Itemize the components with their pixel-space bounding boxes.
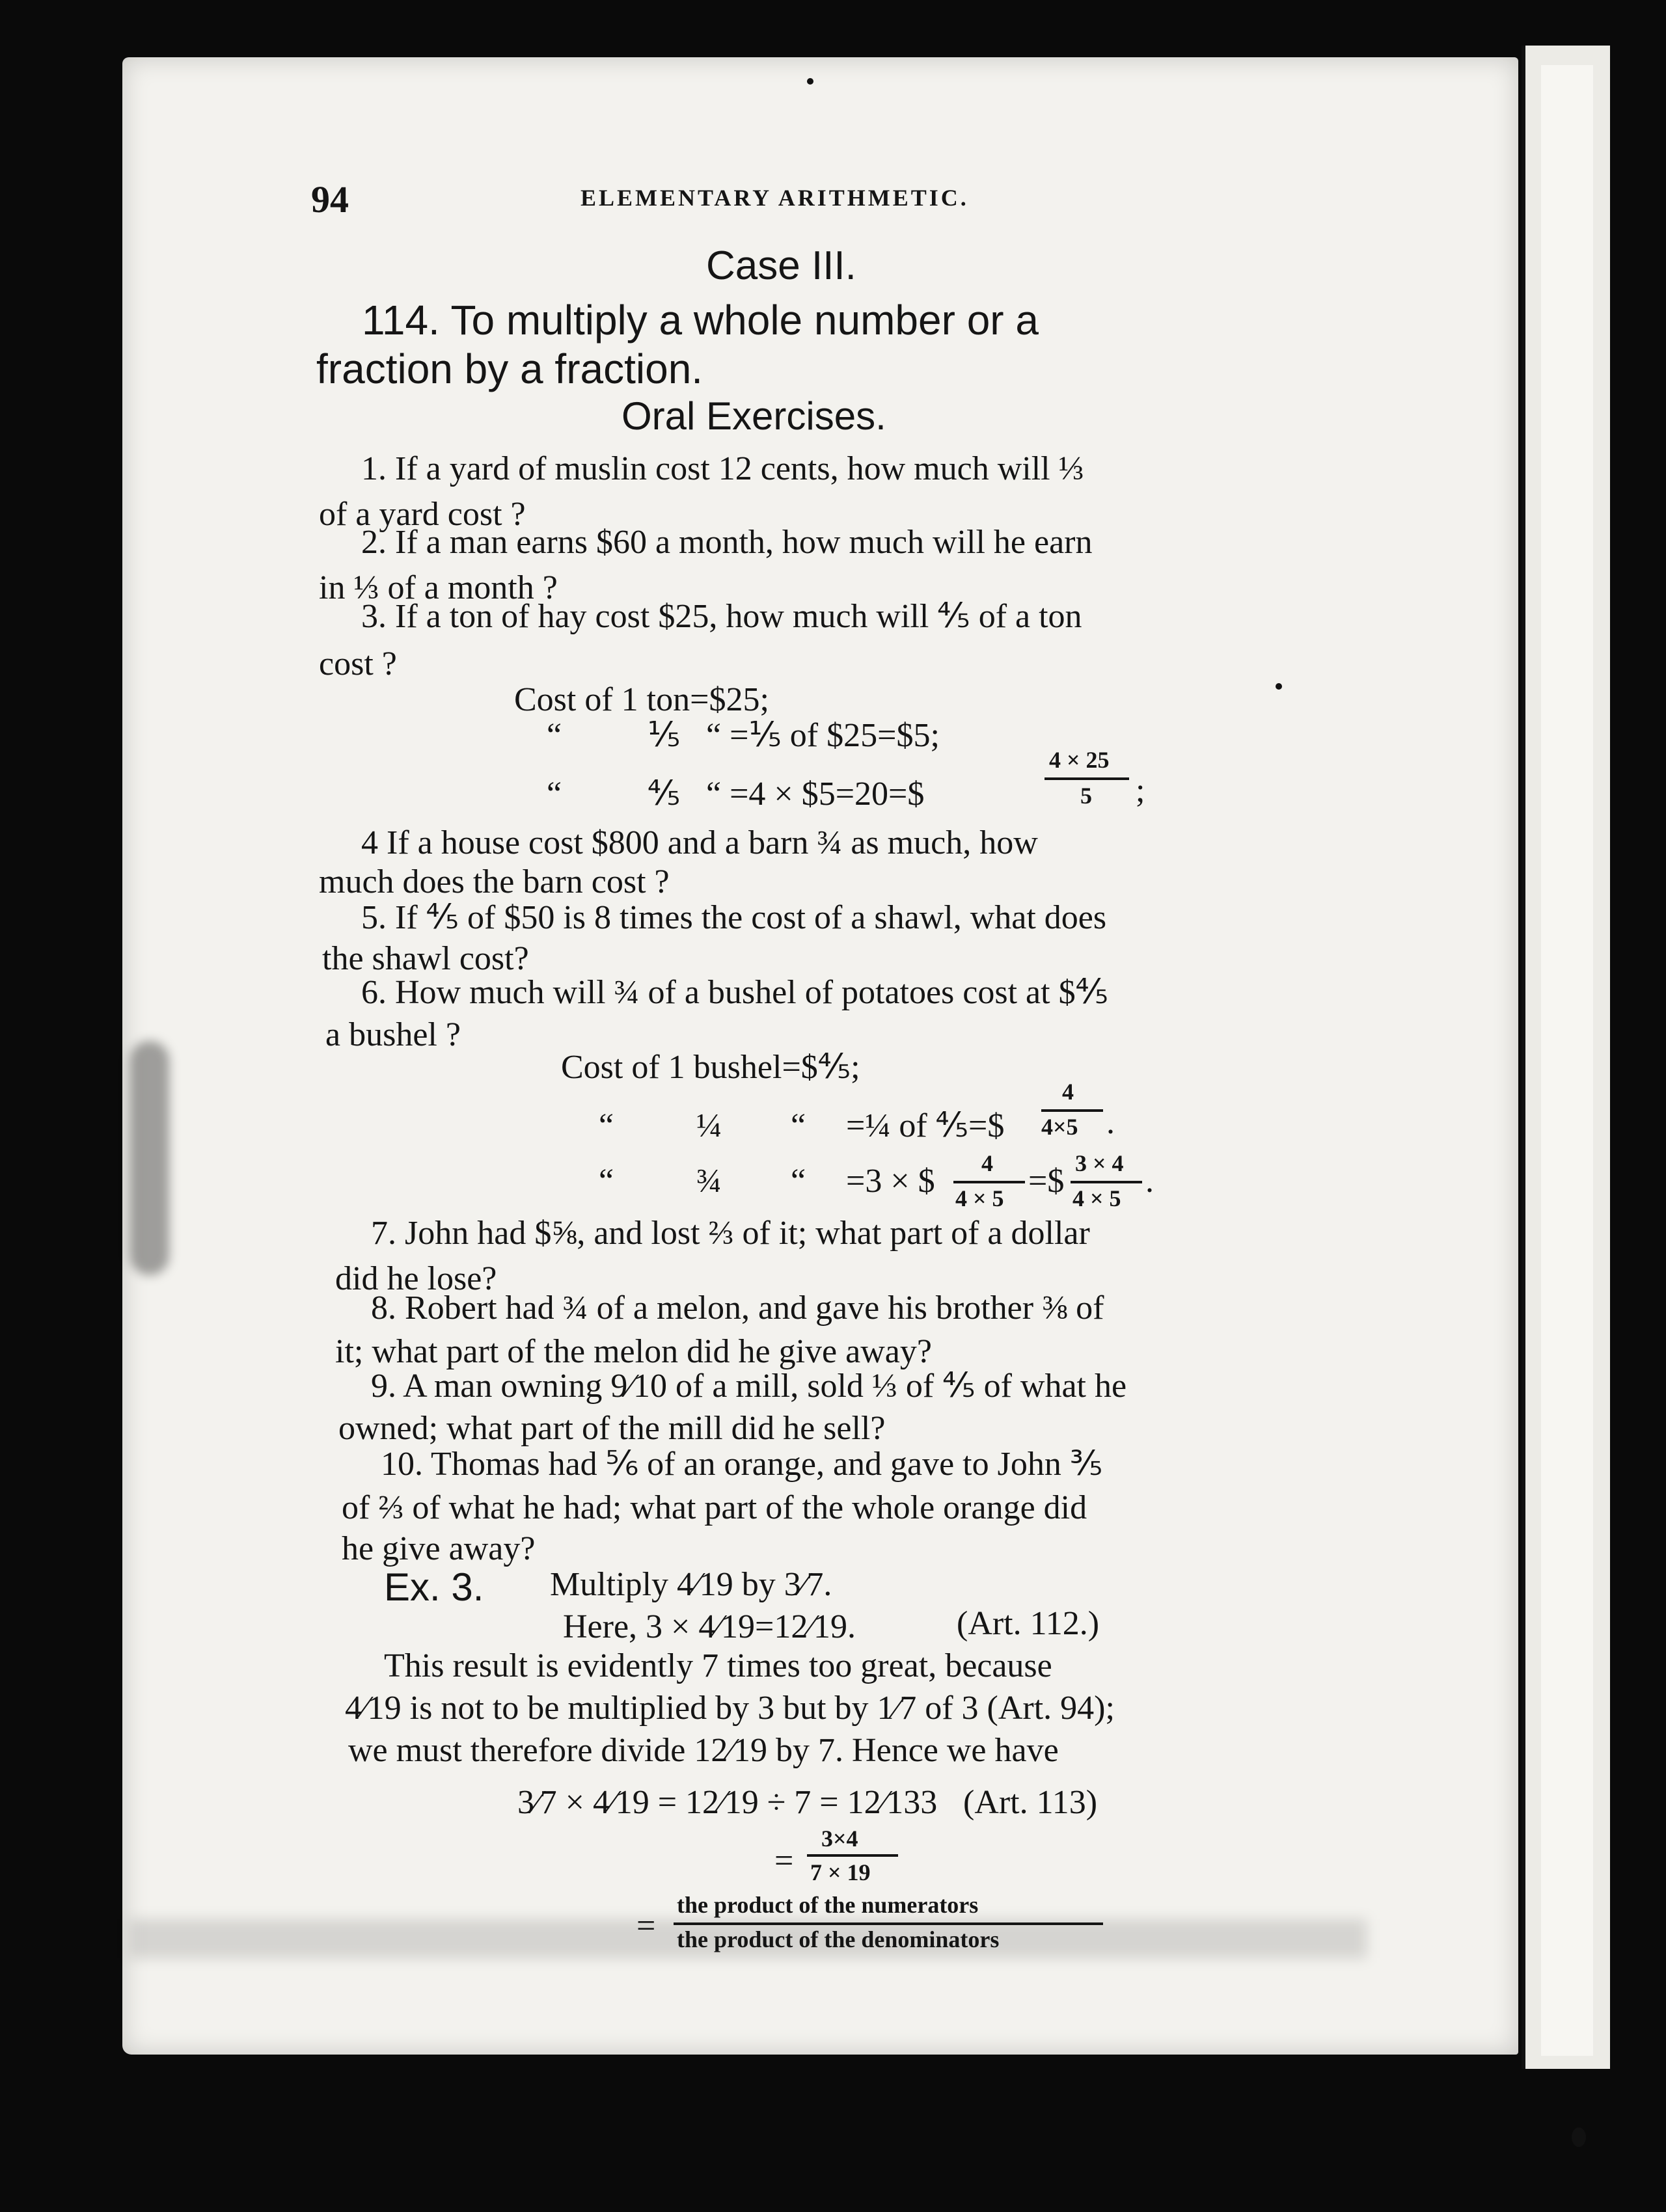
- article-title-line1: 114. To multiply a whole number or a: [362, 297, 1039, 344]
- example-here: Here, 3 × 4⁄19=12⁄19.: [563, 1608, 856, 1645]
- exercise-2-line1: 2. If a man earns $60 a month, how much will he earn: [361, 524, 1093, 561]
- fraction-bar: [1071, 1181, 1142, 1183]
- example-text: Multiply 4⁄19 by 3⁄7.: [550, 1566, 832, 1603]
- case-heading: Case III.: [706, 243, 856, 288]
- oral-heading: Oral Exercises.: [621, 394, 886, 438]
- fraction-numerator: 4: [1062, 1079, 1074, 1105]
- fraction-bar: [953, 1181, 1025, 1183]
- example-paragraph-line1: This result is evidently 7 times too great, because: [384, 1647, 1052, 1684]
- exercise-6-line2: a bushel ?: [325, 1016, 461, 1053]
- fraction: ⅕: [648, 717, 681, 754]
- fraction-bar: [1041, 1109, 1103, 1112]
- exercise-5-line2: the shawl cost?: [322, 940, 529, 977]
- ditto-mark: “: [547, 717, 562, 754]
- example-equation-1: 3⁄7 × 4⁄19 = 12⁄19 ÷ 7 = 12⁄133: [517, 1784, 938, 1821]
- calc-3: “ =4 × $5=20=$: [706, 776, 925, 813]
- fraction-denominator: 4 × 5: [1072, 1185, 1121, 1211]
- fraction-numerator: 4: [981, 1150, 993, 1176]
- exercise-8-line2: it; what part of the melon did he give away?: [335, 1333, 932, 1370]
- fraction-numerator: 4 × 25: [1049, 747, 1110, 773]
- calc-4: Cost of 1 bushel=$⅘;: [561, 1049, 860, 1086]
- fraction-bar: [674, 1922, 1103, 1925]
- equals-sign: =: [636, 1908, 656, 1945]
- fraction-bar: [1045, 777, 1129, 780]
- ink-speck: [1572, 2127, 1586, 2147]
- page-number: 94: [311, 178, 349, 221]
- fraction-numerator: the product of the numerators: [677, 1892, 979, 1918]
- exercise-9-line1: 9. A man owning 9⁄10 of a mill, sold ⅓ of ⅘ of what he: [371, 1368, 1127, 1405]
- calc-1: Cost of 1 ton=$25;: [514, 681, 769, 718]
- exercise-10-line2: of ⅔ of what he had; what part of the whole orange did: [342, 1489, 1087, 1526]
- exercise-10-line3: he give away?: [342, 1530, 536, 1567]
- ditto-mark: “: [599, 1107, 614, 1144]
- fraction: ¼: [696, 1107, 722, 1144]
- running-head: ELEMENTARY ARITHMETIC.: [580, 185, 969, 211]
- exercise-8-line1: 8. Robert had ¾ of a melon, and gave his brother ⅜ of: [371, 1289, 1104, 1327]
- exercise-7-line1: 7. John had $⅝, and lost ⅔ of it; what part of a dollar: [371, 1215, 1090, 1252]
- calc-6-equals: =$: [1028, 1163, 1065, 1200]
- fraction: ¾: [696, 1163, 722, 1200]
- ink-speck: [1276, 683, 1282, 690]
- fraction-numerator: 3×4: [821, 1826, 858, 1852]
- punctuation: ;: [1136, 772, 1145, 809]
- example-label: Ex. 3.: [384, 1565, 484, 1609]
- exercise-4-line2: much does the barn cost ?: [319, 863, 670, 900]
- exercise-9-line2: owned; what part of the mill did he sell?: [338, 1410, 886, 1447]
- calc-5: =¼ of ⅘=$: [846, 1107, 1005, 1144]
- article-title-line2: fraction by a fraction.: [316, 345, 703, 392]
- punctuation: .: [1106, 1104, 1115, 1141]
- ditto-mark: “: [547, 776, 562, 813]
- exercise-2-line2: in ⅓ of a month ?: [319, 569, 558, 606]
- punctuation: .: [1145, 1163, 1154, 1200]
- fraction-denominator: 7 × 19: [810, 1859, 871, 1885]
- calc-6: =3 × $: [846, 1163, 935, 1200]
- example-paragraph-line3: we must therefore divide 12⁄19 by 7. Hence we have: [348, 1732, 1059, 1769]
- exercise-3-line1: 3. If a ton of hay cost $25, how much will ⅘ of a ton: [361, 598, 1082, 635]
- fraction-numerator: 3 × 4: [1075, 1150, 1124, 1176]
- equals-sign: =: [774, 1842, 794, 1880]
- example-here-reference: (Art. 112.): [957, 1605, 1100, 1642]
- fraction-denominator: the product of the denominators: [677, 1926, 1000, 1952]
- example-paragraph-line2: 4⁄19 is not to be multiplied by 3 but by 1⁄7 of 3 (Art. 94);: [345, 1690, 1115, 1727]
- fraction-denominator: 5: [1080, 783, 1092, 809]
- fraction: ⅘: [648, 776, 681, 813]
- exercise-5-line1: 5. If ⅘ of $50 is 8 times the cost of a shawl, what does: [361, 899, 1107, 936]
- exercise-3-line2: cost ?: [319, 645, 397, 682]
- ditto-mark: “: [791, 1163, 806, 1200]
- calc-2: “ =⅕ of $25=$5;: [706, 717, 940, 754]
- fraction-bar: [807, 1854, 898, 1857]
- exercise-7-line2: did he lose?: [335, 1260, 497, 1297]
- fraction-denominator: 4×5: [1041, 1114, 1078, 1140]
- example-equation-reference: (Art. 113): [963, 1784, 1098, 1821]
- exercise-4-line1: 4 If a house cost $800 and a barn ¾ as much, how: [361, 824, 1038, 861]
- exercise-1-line1: 1. If a yard of muslin cost 12 cents, how much will ⅓: [361, 450, 1084, 487]
- fraction-denominator: 4 × 5: [955, 1185, 1004, 1211]
- ditto-mark: “: [791, 1107, 806, 1144]
- exercise-10-line1: 10. Thomas had ⅚ of an orange, and gave to John ⅗: [381, 1446, 1103, 1483]
- ink-speck: [807, 78, 813, 85]
- ditto-mark: “: [599, 1163, 614, 1200]
- exercise-6-line1: 6. How much will ¾ of a bushel of potatoes cost at $⅘: [361, 974, 1108, 1011]
- exercise-1-line2: of a yard cost ?: [319, 496, 526, 533]
